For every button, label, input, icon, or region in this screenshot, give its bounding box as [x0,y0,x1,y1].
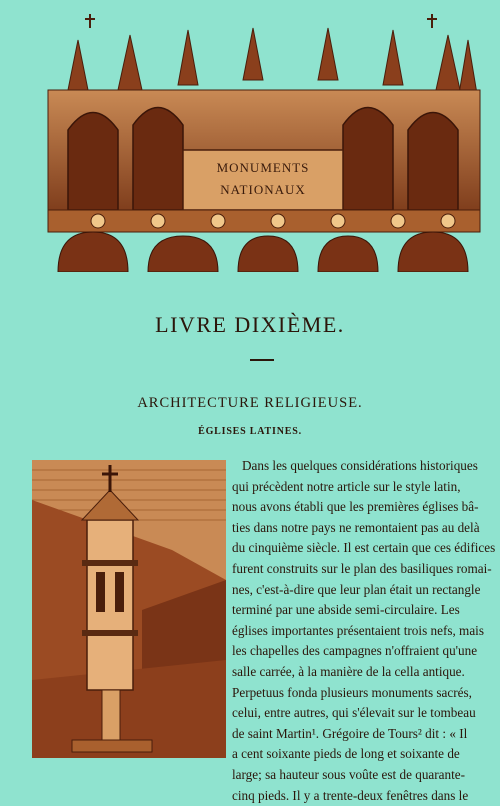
title-divider [250,359,274,361]
subsection-title: ÉGLISES LATINES. [0,426,500,437]
gothic-arcade-illustration [38,10,490,272]
body-line: qui précèdent notre article sur le style latin, [232,477,494,498]
banner-title-line2: NATIONAUX [188,182,338,198]
lantern-tower-illustration [32,460,226,758]
body-line: cinq pieds. Il y a trente-deux fenêtres dans le [232,786,494,806]
body-line: nes, c'est-à-dire que leur plan était un rectangle [232,580,494,601]
body-line: du cinquième siècle. Il est certain que ces édifices [232,538,494,559]
body-line: ties dans notre pays ne remontaient pas au delà [232,518,494,539]
header-gothic-engraving [38,10,490,272]
body-line: terminé par une abside semi-circulaire. Les [232,600,494,621]
body-line: celui, entre autres, qui s'élevait sur le tombeau [232,703,494,724]
body-line: églises importantes présentaient trois nefs, mais [232,621,494,642]
body-line: les chapelles des campagnes n'offraient qu'une [232,641,494,662]
body-line: large; sa hauteur sous voûte est de quarante- [232,765,494,786]
book-title: LIVRE DIXIÈME. [0,312,500,338]
monument-engraving [32,460,226,758]
body-line: Dans les quelques considérations historiques [232,456,494,477]
body-line: nous avons établi que les premières églises bâ- [232,497,494,518]
body-line: furent construits sur le plan des basiliques romai- [232,559,494,580]
body-text [232,456,494,806]
body-line: salle carrée, à la manière de la cella antique. [232,662,494,683]
banner-title-line1: MONUMENTS [188,160,338,176]
section-title: ARCHITECTURE RELIGIEUSE. [0,395,500,412]
body-line: a cent soixante pieds de long et soixante de [232,744,494,765]
body-line: de saint Martin¹. Grégoire de Tours² dit : « Il [232,724,494,745]
body-line: Perpetuus fonda plusieurs monuments sacrés, [232,683,494,704]
